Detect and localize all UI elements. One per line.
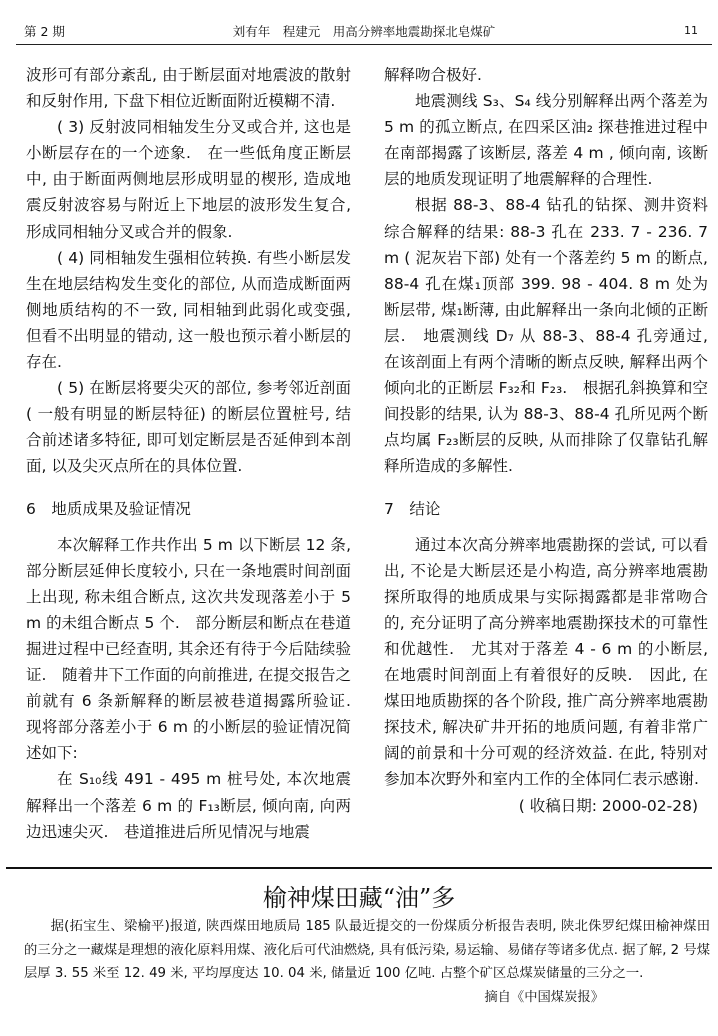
left-column — [26, 62, 367, 845]
section-heading: 7 结论 — [384, 499, 441, 518]
news-title: 榆神煤田藏“油”多 — [262, 884, 456, 912]
paragraph: 解释吻合极好. — [384, 66, 482, 84]
paragraph: 地震测线 S₃、S₄ 线分别解释出两个落差为 5 m 的孤立断点, 在四采区油₂ 探巷推进过程中在南部揭露了该断层, 落差 4 m , 倾向南, 该断层的地质发现证明了地震解释的合理性. — [384, 92, 713, 189]
section-divider — [6, 867, 712, 869]
received-date: ( 收稿日期: 2000-02-28) — [518, 796, 698, 815]
running-title: 刘有年 程建元 用高分辨率地震勘探北皂煤矿 — [232, 24, 496, 39]
news-paragraph: 据(拓宝生、梁榆平)报道, 陕西煤田地质局 185 队最近提交的一份煤质分析报告表明, 陕北侏罗纪煤田榆神煤田的三分之一藏煤是理想的液化原料用煤、液化后可代油燃烧, 具有低污染, 易运输、易储存等诸多优点. 据了解, 2 号煤层厚 3. 55 米至 12. 49 米, 平均厚度达 10. 04 米, 储量近 100 亿吨. 占整个矿区总煤炭储量的三分之一. — [24, 919, 710, 981]
page-header — [16, 14, 712, 45]
paragraph: 在 S₁₀线 491 - 495 m 桩号处, 本次地震解释出一个落差 6 m 的 F₁₃断层, 倾向南, 向两边迅速尖灭. 巷道推进后所见情况与地震 — [26, 770, 351, 841]
paragraph: ( 5) 在断层将要尖灭的部位, 参考邻近剖面( 一般有明显的断层特征) 的断层位置桩号, 结合前述诸多特征, 即可划定断层是否延伸到本剖面, 以及尖灭点所在的具体位置. — [26, 379, 351, 476]
paragraph: ( 4) 同相轴发生强相位转换. 有些小断层发生在地层结构发生变化的部位, 从而造成断面两侧地质结构的不一致, 同相轴到此弱化或变强, 但看不出明显的错动, 这一般也预示着小断层的存在. — [26, 248, 356, 372]
page-number: 11 — [684, 24, 698, 37]
paragraph: 本次解释工作共作出 5 m 以下断层 12 条, 部分断层延伸长度较小, 只在一条地震时间剖面上出现, 称未组合断点, 这次共发现落差小于 5 m 的未组合断点 5 个. 部分断层和断点在巷道掘进过程中已经查明, 其余还有待于今后陆续验证. 随着井下工作面的向前推进, 在提交报告之前就有 6 条新解释的断层被巷道揭露所验证. 现将部分落差小于 6 m 的小断层的验证情况简述如下: — [26, 535, 367, 763]
right-column — [384, 62, 713, 819]
news-body — [24, 915, 710, 986]
paragraph: 波形可有部分紊乱, 由于断层面对地震波的散射和反射作用, 下盘下相位近断面附近模糊不清. — [26, 66, 351, 111]
paragraph: 根据 88-3、88-4 钻孔的钻探、测井资料综合解释的结果: 88-3 孔在 233. 7 - 236. 7 m ( 泥灰岩下部) 处有一个落差约 5 m 的断点, 88-4 孔在煤₁顶部 399. 98 - 404. 8 m 处为断层带, 煤₁断薄, 由此解释出一条向北倾的正断层. 地震测线 D₇ 从 88-3、88-4 孔旁通过, 在该剖面上有两个清晰的断点反映, 解释出两个倾向北的正断层 F₃₂和 F₂₃. 根据孔斜换算和空间投影的结果, 认为 88-3、88-4 孔所见两个断点均属 F₂₃断层的反映, 从而排除了仅靠钻孔解释所造成的多解性. — [384, 196, 713, 476]
paragraph: ( 3) 反射波同相轴发生分叉或合并, 这也是小断层存在的一个迹象. 在一些低角度正断层中, 由于断面两侧地层形成明显的楔形, 造成地震反射波容易与附近上下地层的波形发生复合, 形成同相轴分叉或合并的假象. — [26, 118, 356, 241]
issue-number: 第 2 期 — [24, 24, 65, 39]
section-heading: 6 地质成果及验证情况 — [26, 499, 191, 518]
paragraph: 通过本次高分辨率地震勘探的尝试, 可以看出, 不论是大断层还是小构造, 高分辨率地震勘探所取得的地质成果与实际揭露都是非常吻合的, 充分证明了高分辨率地震勘探技术的可靠性和优越性. 尤其对于落差 4 - 6 m 的小断层, 在地震时间剖面上有着很好的反映. 因此, 在煤田地质勘探的各个阶段, 推广高分辨率地震勘探技术, 解决矿井开拓的地质问题, 有着非常广阔的前景和十分可观的经济效益. 在此, 特别对参加本次野外和室内工作的全体同仁表示感谢. — [384, 535, 713, 789]
news-source: 摘自《中国煤炭报》 — [484, 990, 604, 1005]
